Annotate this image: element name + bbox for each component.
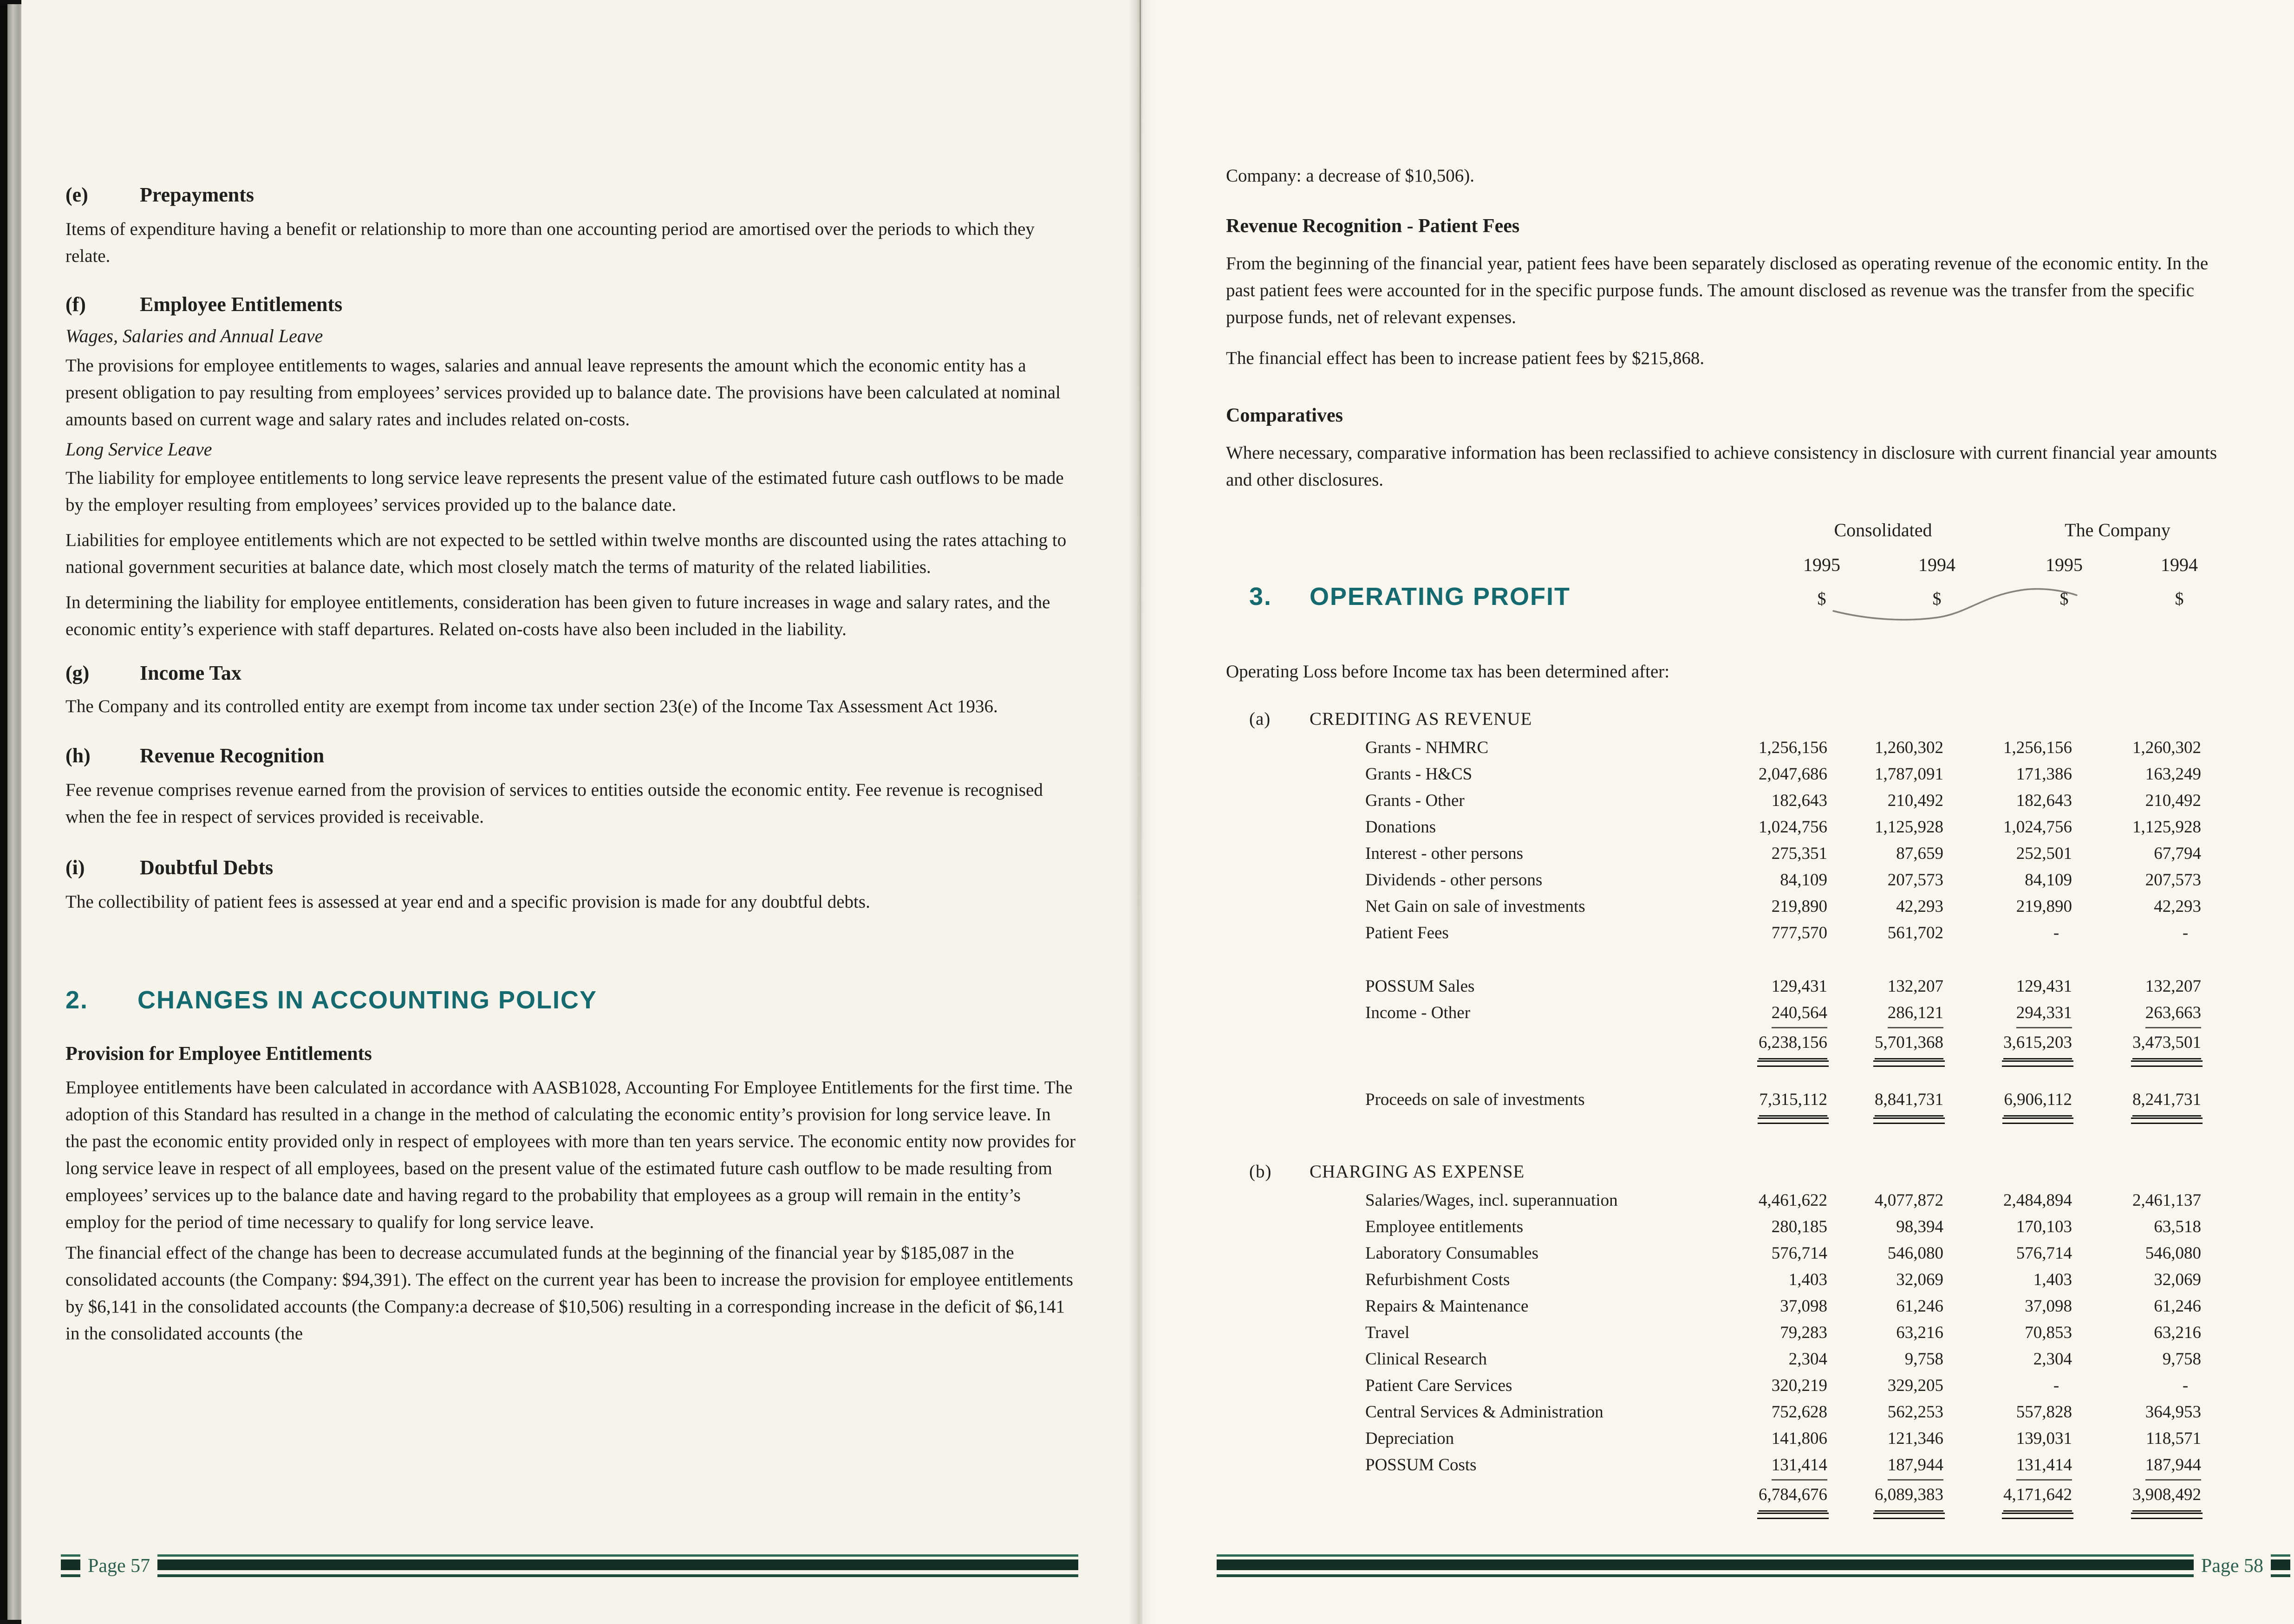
part-a-title: CREDITING AS REVENUE	[1310, 709, 1532, 729]
cell-value: 320,219	[1771, 1376, 1827, 1395]
cell-value: 9,758	[2162, 1350, 2201, 1369]
table-row	[1226, 814, 2201, 840]
section-h-heading	[65, 744, 1077, 767]
cell-value: 576,714	[1771, 1244, 1827, 1263]
cell-value: 131,414	[2016, 1452, 2072, 1481]
table-row	[1226, 946, 2201, 1000]
carryover-paragraph: Company: a decrease of $10,506).	[1226, 166, 1474, 186]
book-gutter-shadow	[1128, 0, 1153, 1624]
total-value: 6,784,676	[1759, 1481, 1827, 1512]
cell-value: 63,216	[1896, 1323, 1943, 1342]
cell-value: 182,643	[2016, 791, 2072, 810]
note-2-title: CHANGES IN ACCOUNTING POLICY	[137, 986, 598, 1014]
cell-value: 37,098	[2025, 1297, 2072, 1316]
cell-value: 98,394	[1896, 1217, 1943, 1236]
section-g-label: (g)	[65, 662, 90, 684]
total-value: 6,089,383	[1875, 1481, 1943, 1512]
page-58	[1142, 0, 2294, 1624]
note-2-heading	[65, 985, 1077, 1015]
column-year-1994-consolidated: 1994	[1918, 554, 1955, 575]
cell-value: 286,121	[1888, 1000, 1943, 1028]
cell-value: 187,944	[2145, 1452, 2201, 1481]
cell-value: 67,794	[2154, 844, 2201, 863]
footer-rule-stub-right	[2271, 1554, 2290, 1577]
cell-value: 129,431	[1771, 977, 1827, 996]
cell-value: 163,249	[2145, 765, 2201, 784]
section-e-title: Prepayments	[140, 183, 254, 206]
row-label: POSSUM Costs	[1365, 1455, 1477, 1475]
section-h-paragraph: Fee revenue comprises revenue earned from the provision of services to entities outside the economic entity. Fee revenue is recognised when the fee in respect of services provided is receivable.	[65, 780, 1043, 827]
table-row	[1226, 1372, 2201, 1399]
row-label: Refurbishment Costs	[1365, 1270, 1510, 1289]
table-column-headers	[1226, 505, 2238, 644]
page-number-label: Page 57	[88, 1555, 150, 1577]
column-group-consolidated: Consolidated	[1834, 520, 1932, 540]
cell-value: 187,944	[1888, 1452, 1943, 1481]
section-e-heading	[65, 183, 1077, 207]
row-label: Grants - NHMRC	[1365, 738, 1489, 757]
cell-value: 1,024,756	[2003, 818, 2072, 837]
section-i-paragraph: The collectibility of patient fees is assessed at year end and a specific provision is made for any doubtful debts.	[65, 892, 870, 912]
subheading-wages-salaries: Wages, Salaries and Annual Leave	[65, 325, 323, 346]
cell-value: 84,109	[1780, 870, 1827, 890]
cell-value: 1,403	[1788, 1270, 1827, 1289]
row-label: Grants - H&CS	[1365, 765, 1473, 784]
dollar-sign: $	[1817, 589, 1826, 609]
cell-value: 561,702	[1887, 923, 1943, 942]
cell-value: 562,253	[1887, 1403, 1943, 1422]
total-value: 6,238,156	[1759, 1029, 1827, 1059]
cell-value: 1,260,302	[1875, 738, 1943, 757]
cell-value: 777,570	[1771, 923, 1827, 942]
table-row	[1226, 1319, 2201, 1346]
cell-value: 263,663	[2145, 1000, 2201, 1028]
cell-value: 240,564	[1772, 1000, 1827, 1028]
part-b-heading	[1226, 1160, 2238, 1183]
total-value: 3,908,492	[2132, 1481, 2201, 1512]
cell-value: 132,207	[1887, 977, 1943, 996]
table-row	[1226, 1425, 2201, 1452]
section-e-label: (e)	[65, 183, 88, 206]
part-b-label: (b)	[1249, 1162, 1272, 1182]
row-label: Central Services & Administration	[1365, 1403, 1603, 1422]
row-label: Salaries/Wages, incl. superannuation	[1365, 1191, 1618, 1210]
total-value: 5,701,368	[1875, 1029, 1943, 1059]
section-f-title: Employee Entitlements	[140, 293, 343, 316]
cell-value: 210,492	[1887, 791, 1943, 810]
revrec-paragraph-1: From the beginning of the financial year, patient fees have been separately disclosed as operating revenue of the economic entity. In the past patient fees were accounted for in the specific purpose funds. The amount disclosed as revenue was the transfer from the specific purpose funds, net of relevant expenses.	[1226, 253, 2209, 327]
cell-value: 1,256,156	[1759, 738, 1827, 757]
cell-value: 2,304	[2033, 1350, 2072, 1369]
crediting-as-revenue-table	[1226, 734, 2201, 1138]
cell-value: 141,806	[1771, 1429, 1827, 1448]
table-row	[1226, 1399, 2201, 1425]
total-value: 8,841,731	[1875, 1086, 1943, 1117]
revrec-paragraph-2: The financial effect has been to increase patient fees by $215,868.	[1226, 348, 1705, 368]
cell-value: 63,518	[2154, 1217, 2201, 1236]
charging-as-expense-table	[1226, 1187, 2201, 1530]
cell-value: 546,080	[1887, 1244, 1943, 1263]
cell-value: 1,787,091	[1875, 765, 1943, 784]
section-g-title: Income Tax	[140, 662, 241, 684]
row-label: Grants - Other	[1365, 791, 1465, 810]
cell-value: 139,031	[2016, 1429, 2072, 1448]
heading-revenue-recognition-patient-fees: Revenue Recognition - Patient Fees	[1226, 215, 1520, 237]
cell-value: 182,643	[1771, 791, 1827, 810]
dollar-sign: $	[2059, 589, 2069, 609]
row-label: POSSUM Sales	[1365, 977, 1475, 996]
cell-value: 1,256,156	[2003, 738, 2072, 757]
part-a-heading	[1226, 708, 2238, 731]
table-row	[1226, 761, 2201, 787]
cell-value: 32,069	[2154, 1270, 2201, 1289]
cell-value: 1,125,928	[1875, 818, 1943, 837]
cell-value: 2,484,894	[2003, 1191, 2072, 1210]
cell-value: 4,461,622	[1759, 1191, 1827, 1210]
cell-value: 129,431	[2016, 977, 2072, 996]
total-value: 3,615,203	[2003, 1029, 2072, 1059]
cell-value: -	[2053, 923, 2072, 942]
cell-value: 70,853	[2025, 1323, 2072, 1342]
page-number-label: Page 58	[2201, 1555, 2263, 1577]
section-f-paragraph-1: The provisions for employee entitlements to wages, salaries and annual leave represents the amount which the economic entity has a present obligation to pay resulting from employees’ services provided up to balance date. The provisions have been calculated at nominal amounts based on current wage and salary rates and includes related on-costs.	[65, 356, 1061, 429]
section-h-title: Revenue Recognition	[140, 744, 325, 767]
comparatives-paragraph: Where necessary, comparative information has been reclassified to achieve consistency in disclosure with current financial year amounts and other disclosures.	[1226, 443, 2217, 490]
expense-total-row	[1226, 1481, 2201, 1530]
cell-value: 329,205	[1887, 1376, 1943, 1395]
footer-rule-bars	[157, 1554, 1078, 1577]
cell-value: 2,461,137	[2132, 1191, 2201, 1210]
table-row	[1226, 1346, 2201, 1372]
cell-value: 32,069	[1896, 1270, 1943, 1289]
cell-value: 752,628	[1771, 1403, 1827, 1422]
cell-value: 219,890	[1771, 897, 1827, 916]
cell-value: 9,758	[1904, 1350, 1943, 1369]
total-value: 6,906,112	[2004, 1086, 2072, 1117]
table-row	[1226, 1452, 2201, 1481]
footer-rule-stub-left	[61, 1554, 80, 1577]
table-row	[1226, 734, 2201, 761]
cell-value: 4,077,872	[1875, 1191, 1943, 1210]
note-2-paragraph-1: Employee entitlements have been calculated in accordance with AASB1028, Accounting For Employee Entitlements for the first time. The adoption of this Standard has resulted in a change in the method of calculating the economic entity’s provision for long service leave. In the past the economic entity provided only in respect of employees with more than ten years service. The economic entity now provides for long service leave in respect of all employees, based on the present value of the estimated future cash outflow to be made resulting from employees’ services up to the balance date and having regard to the probability that employees as a group will remain in the entity’s employ for the period of time necessary to qualify for long service leave.	[65, 1078, 1076, 1232]
total-value: 8,241,731	[2132, 1086, 2201, 1117]
cell-value: -	[2182, 923, 2201, 942]
total-value: 3,473,501	[2132, 1029, 2201, 1059]
section-i-heading	[65, 856, 1077, 879]
cell-value: 87,659	[1896, 844, 1943, 863]
row-label: Donations	[1365, 818, 1436, 837]
operating-loss-paragraph: Operating Loss before Income tax has been determined after:	[1226, 662, 1670, 682]
cell-value: -	[2182, 1376, 2201, 1395]
cell-value: 118,571	[2146, 1429, 2201, 1448]
row-label: Patient Care Services	[1365, 1376, 1512, 1395]
heading-comparatives: Comparatives	[1226, 405, 1343, 426]
table-row	[1226, 867, 2201, 893]
column-year-1994-company: 1994	[2161, 554, 2198, 575]
cell-value: 546,080	[2145, 1244, 2201, 1263]
cell-value: 63,216	[2154, 1323, 2201, 1342]
row-label: Income - Other	[1365, 1003, 1471, 1022]
revenue-total-row	[1226, 1028, 2201, 1059]
column-group-the-company: The Company	[2065, 520, 2170, 540]
row-label: Dividends - other persons	[1365, 870, 1543, 890]
cell-value: 61,246	[1896, 1297, 1943, 1316]
section-f-paragraph-3: Liabilities for employee entitlements which are not expected to be settled within twelve months are discounted using the rates attaching to national government securities at balance date, which most closely match the terms of maturity of the related liabilities.	[65, 530, 1067, 577]
table-row	[1226, 1214, 2201, 1240]
row-label: Net Gain on sale of investments	[1365, 897, 1585, 916]
page-57-footer	[61, 1554, 1078, 1577]
row-label: Clinical Research	[1365, 1350, 1487, 1369]
subheading-provision-entitlements: Provision for Employee Entitlements	[65, 1043, 372, 1065]
cell-value: 219,890	[2016, 897, 2072, 916]
table-row	[1226, 787, 2201, 814]
table-row	[1226, 1187, 2201, 1214]
row-label: Proceeds on sale of investments	[1365, 1090, 1585, 1109]
dollar-sign: $	[2175, 589, 2184, 609]
cell-value: 207,573	[2145, 870, 2201, 890]
table-row	[1226, 1293, 2201, 1319]
cell-value: 42,293	[1896, 897, 1943, 916]
row-label: Repairs & Maintenance	[1365, 1297, 1529, 1316]
cell-value: 171,386	[2016, 765, 2072, 784]
section-i-label: (i)	[65, 856, 85, 879]
table-row	[1226, 840, 2201, 867]
cell-value: 121,346	[1887, 1429, 1943, 1448]
book-spine-edge	[0, 0, 7, 1624]
cell-value: 280,185	[1771, 1217, 1827, 1236]
table-row	[1226, 1267, 2201, 1293]
cell-value: 2,304	[1788, 1350, 1827, 1369]
cell-value: 79,283	[1780, 1323, 1827, 1342]
cell-value: 210,492	[2145, 791, 2201, 810]
cell-value: 1,403	[2033, 1270, 2072, 1289]
subheading-long-service-leave: Long Service Leave	[65, 439, 212, 460]
cell-value: 1,024,756	[1759, 818, 1827, 837]
cell-value: 131,414	[1772, 1452, 1827, 1481]
dollar-sign: $	[1932, 589, 1942, 609]
note-3-title: OPERATING PROFIT	[1310, 583, 1571, 611]
part-a-label: (a)	[1249, 709, 1271, 729]
row-label: Laboratory Consumables	[1365, 1244, 1538, 1263]
pen-stroke-mark	[1830, 584, 2080, 630]
cell-value: 576,714	[2016, 1244, 2072, 1263]
table-row	[1226, 920, 2201, 946]
cell-value: 84,109	[2025, 870, 2072, 890]
row-label: Employee entitlements	[1365, 1217, 1524, 1236]
page-stack-edge	[7, 0, 21, 1624]
cell-value: 37,098	[1780, 1297, 1827, 1316]
cell-value: 61,246	[2154, 1297, 2201, 1316]
cell-value: 132,207	[2145, 977, 2201, 996]
section-e-paragraph: Items of expenditure having a benefit or relationship to more than one accounting period are amortised over the periods to which they relate.	[65, 219, 1035, 266]
table-row	[1226, 1240, 2201, 1267]
note-3-heading	[1249, 582, 1571, 611]
column-year-1995-consolidated: 1995	[1803, 554, 1840, 575]
part-b-title: CHARGING AS EXPENSE	[1310, 1162, 1525, 1182]
column-year-1995-company: 1995	[2046, 554, 2083, 575]
note-2-paragraph-2: The financial effect of the change has been to decrease accumulated funds at the beginning of the financial year by $185,087 in the consolidated accounts (the Company: $94,391). The effect on the current year has been to increase the provision for employee entitlements by $6,141 in the consolidated accounts (the Company:a decrease of $10,506) resulting in a corresponding increase in the deficit of $6,141 in the consolidated accounts (the	[65, 1243, 1073, 1344]
section-f-paragraph-2: The liability for employee entitlements to long service leave represents the present value of the estimated future cash outflows to be made by the employer resulting from employees’ services provided up to the balance date.	[65, 468, 1064, 515]
cell-value: 42,293	[2154, 897, 2201, 916]
row-label: Depreciation	[1365, 1429, 1454, 1448]
cell-value: 557,828	[2016, 1403, 2072, 1422]
cell-value: 2,047,686	[1759, 765, 1827, 784]
total-value: 7,315,112	[1759, 1086, 1827, 1117]
table-row	[1226, 1000, 2201, 1028]
section-g-paragraph: The Company and its controlled entity are exempt from income tax under section 23(e) of the Income Tax Assessment Act 1936.	[65, 696, 998, 716]
section-f-paragraph-4: In determining the liability for employee entitlements, consideration has been given to future increases in wage and salary rates, and the economic entity’s experience with staff departures. Related on-costs have also been included in the liability.	[65, 592, 1050, 639]
row-label: Patient Fees	[1365, 923, 1449, 942]
cell-value: 364,953	[2145, 1403, 2201, 1422]
cell-value: 252,501	[2016, 844, 2072, 863]
note-3-number: 3.	[1249, 583, 1272, 611]
section-f-label: (f)	[65, 293, 86, 316]
page-58-footer	[1217, 1554, 2290, 1577]
proceeds-row	[1226, 1059, 2201, 1138]
footer-rule-bars	[1217, 1554, 2194, 1577]
cell-value: -	[2053, 1376, 2072, 1395]
cell-value: 275,351	[1771, 844, 1827, 863]
section-g-heading	[65, 662, 1077, 685]
row-label: Interest - other persons	[1365, 844, 1524, 863]
section-f-heading	[65, 293, 1077, 316]
cell-value: 294,331	[2016, 1000, 2072, 1028]
row-label: Travel	[1365, 1323, 1410, 1342]
note-2-number: 2.	[65, 986, 89, 1014]
cell-value: 1,125,928	[2132, 818, 2201, 837]
section-i-title: Doubtful Debts	[140, 856, 274, 879]
cell-value: 170,103	[2016, 1217, 2072, 1236]
cell-value: 207,573	[1887, 870, 1943, 890]
cell-value: 1,260,302	[2132, 738, 2201, 757]
page-57	[21, 0, 1138, 1624]
total-value: 4,171,642	[2003, 1481, 2072, 1512]
section-h-label: (h)	[65, 744, 91, 767]
table-row	[1226, 893, 2201, 920]
